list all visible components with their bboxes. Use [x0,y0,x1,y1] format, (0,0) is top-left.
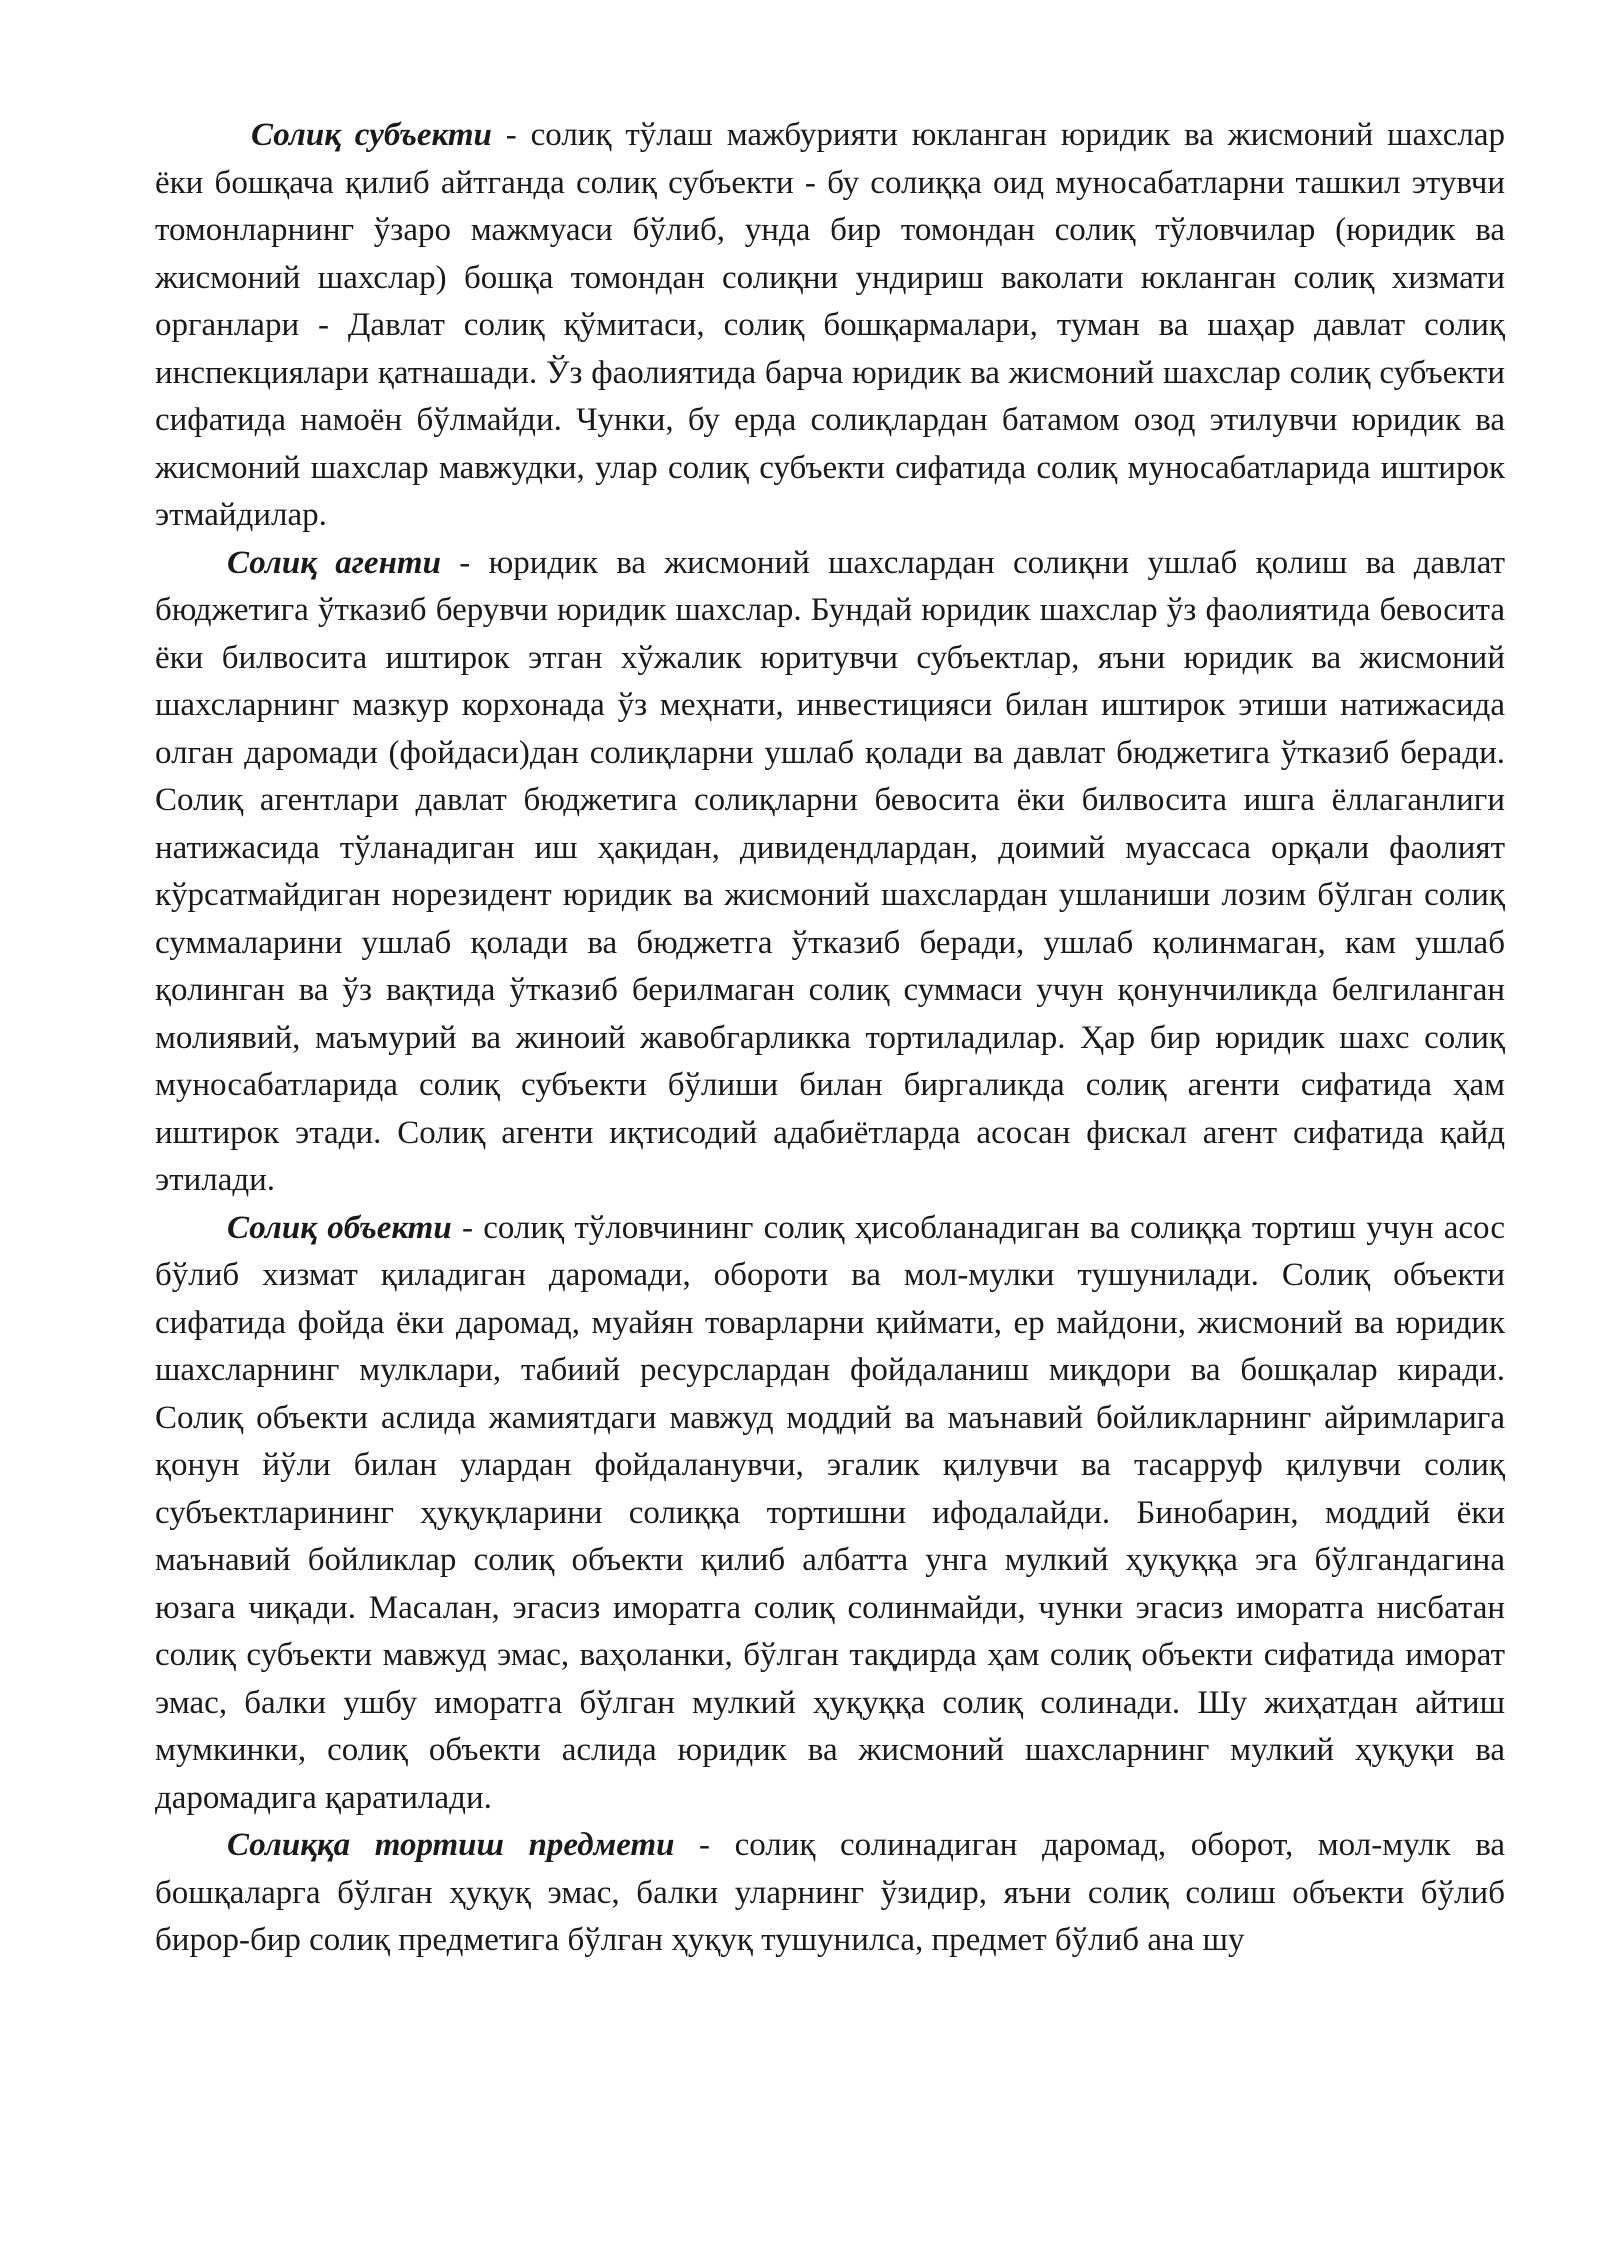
term-tax-agent: Солиқ агенти [227,544,441,581]
paragraph-tax-object [155,1205,1505,1823]
paragraph-taxation-subject-matter [155,1822,1505,1965]
paragraph-tax-agent [155,540,1505,1205]
term-tax-subject: Солиқ субъекти [251,117,492,153]
definition-tax-object: - солиқ тўловчининг солиқ ҳисобланадиган ва солиққа тортиш учун асос бўлиб хизмат қиладиган даромади, обороти ва мол-мулки тушунилади. Солиқ объекти сифатида фойда ёки даромад, муайян товарларни қиймати, ер майдони, жисмоний ва юридик шахсларнинг мулклари, табиий ресурслардан фойдаланиш миқдори ва бошқалар киради. Солиқ объекти аслида жамиятдаги мавжуд моддий ва маънавий бойликларнинг айримларига қонун йўли билан улардан фойдаланувчи, эгалик қилувчи ва тасарруф қилувчи солиқ субъектларининг ҳуқуқларини солиққа тортишни ифодалайди. Бинобарин, моддий ёки маънавий бойликлар солиқ объекти қилиб албатта унга мулкий ҳуқуққа эга бўлгандагина юзага чиқади. Масалан, эгасиз иморатга солиқ солинмайди, чунки эгасиз иморатга нисбатан солиқ субъекти мавжуд эмас, ваҳоланки, бўлган тақдирда ҳам солиқ объекти сифатида иморат эмас, балки ушбу иморатга бўлган мулкий ҳуқуққа солиқ солинади. Шу жиҳатдан айтиш мумкинки, солиқ объекти аслида юридик ва жисмоний шахсларнинг мулкий ҳуқуқи ва даромадига қаратилади. [155,1209,1506,1816]
term-tax-object: Солиқ объекти [227,1209,452,1246]
paragraph-tax-subject [155,112,1505,540]
term-taxation-subject-matter: Солиққа тортиш предмети [227,1827,675,1863]
document-page [155,112,1505,1965]
definition-tax-subject: - солиқ тўлаш мажбурияти юкланган юридик ва жисмоний шахслар ёки бошқача қилиб айтганда солиқ субъекти - бу солиққа оид муносабатларни ташкил этувчи томонларнинг ўзаро мажмуаси бўлиб, унда бир томондан солиқ тўловчилар (юридик ва жисмоний шахслар) бошқа томондан солиқни ундириш ваколати юкланган солиқ хизмати органлари - Давлат солиқ қўмитаси, солиқ бошқармалари, туман ва шаҳар давлат солиқ инспекциялари қатнашади. Ўз фаолиятида барча юридик ва жисмоний шахслар солиқ субъекти сифатида намоён бўлмайди. Чунки, бу ерда солиқлардан батамом озод этилувчи юридик ва жисмоний шахслар мавжудки, улар солиқ субъекти сифатида солиқ муносабатларида иштирок этмайдилар. [155,117,1505,533]
definition-taxation-subject-matter: - солиқ солинадиган даромад, оборот, мол-мулк ва бошқаларга бўлган ҳуқуқ эмас, балки уларнинг ўзидир, яъни солиқ солиш объекти бўлиб бирор-бир солиқ предметига бўлган ҳуқуқ тушунилса, предмет бўлиб ана шу [155,1827,1505,1958]
definition-tax-agent: - юридик ва жисмоний шахслардан солиқни ушлаб қолиш ва давлат бюджетига ўтказиб берувчи юридик шахслар. Бундай юридик шахслар ўз фаолиятида бевосита ёки билвосита иштирок этган хўжалик юритувчи субъектлар, яъни юридик ва жисмоний шахсларнинг мазкур корхонада ўз меҳнати, инвестицияси билан иштирок этиши натижасида олган даромади (фойдаси)дан солиқларни ушлаб қолади ва давлат бюджетига ўтказиб беради. Солиқ агентлари давлат бюджетига солиқларни бевосита ёки билвосита ишга ёллаганлиги натижасида тўланадиган иш ҳақидан, дивидендлардан, доимий муассаса орқали фаолият кўрсатмайдиган норезидент юридик ва жисмоний шахслардан ушланиши лозим бўлган солиқ суммаларини ушлаб қолади ва бюджетга ўтказиб беради, ушлаб қолинмаган, кам ушлаб қолинган ва ўз вақтида ўтказиб берилмаган солиқ суммаси учун қонунчиликда белгиланган молиявий, маъмурий ва жиноий жавобгарликка тортиладилар. Ҳар бир юридик шахс солиқ муносабатларида солиқ субъекти бўлиши билан биргаликда солиқ агенти сифатида ҳам иштирок этади. Солиқ агенти иқтисодий адабиётларда асосан фискал агент сифатида қайд этилади. [155,544,1505,1198]
